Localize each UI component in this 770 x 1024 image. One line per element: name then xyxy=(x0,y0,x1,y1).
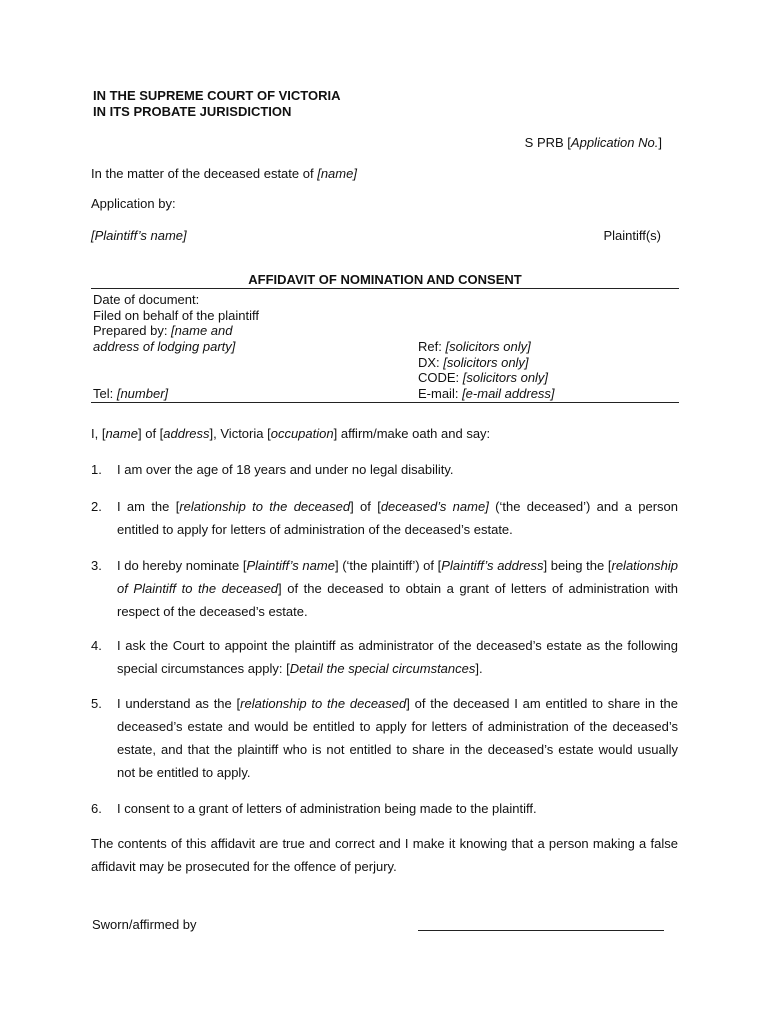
item-2-text-1: I am the [ xyxy=(117,499,180,514)
ref-field: [solicitors only] xyxy=(445,339,531,354)
oath-text-4: ] affirm/make oath and say: xyxy=(333,426,491,441)
item-number-1: 1. xyxy=(91,462,102,477)
item-1-text: I am over the age of 18 years and under no legal disability. xyxy=(117,462,454,477)
item-2 xyxy=(117,495,678,541)
item-2-deceased-name-field: deceased’s name] xyxy=(380,499,489,514)
court-name: IN THE SUPREME COURT OF VICTORIA xyxy=(93,88,341,103)
email-line xyxy=(418,386,555,402)
code-field: [solicitors only] xyxy=(462,370,549,385)
item-3-plaintiff-address-field: Plaintiff’s address xyxy=(441,558,544,573)
details-left xyxy=(93,292,259,354)
item-5-text-1: I understand as the [ xyxy=(117,696,241,711)
matter-line xyxy=(91,166,357,181)
item-number-5: 5. xyxy=(91,696,102,711)
matter-prefix: In the matter of the deceased estate of xyxy=(91,166,318,181)
item-3-text-1: I do hereby nominate [ xyxy=(117,558,247,573)
court-jurisdiction: IN ITS PROBATE JURISDICTION xyxy=(93,104,292,119)
item-4-circumstances-field: Detail the special circumstances xyxy=(289,661,476,676)
code-label: CODE: xyxy=(418,370,463,385)
plaintiff-name-field: [Plaintiff’s name] xyxy=(91,228,187,243)
oath-text-1: I, [ xyxy=(91,426,106,441)
item-4-text-1: I ask the Court to appoint the plaintiff as administrator of the deceased’s estate as the following special circumstances apply: [ xyxy=(117,638,678,676)
email-label: E-mail: xyxy=(418,385,463,401)
prepared-by-field-line1: [name and xyxy=(171,323,233,338)
item-1 xyxy=(117,458,678,481)
application-number xyxy=(525,135,662,150)
tel-line xyxy=(93,386,168,401)
code-line xyxy=(418,370,555,386)
details-rule xyxy=(91,402,679,403)
item-number-6: 6. xyxy=(91,801,102,816)
signature-line[interactable] xyxy=(418,930,664,931)
application-by-label: Application by: xyxy=(91,196,176,211)
item-2-text-2: ] of [ xyxy=(350,499,381,514)
email-field: [e-mail address] xyxy=(462,385,555,401)
item-2-relationship-field: relationship to the deceased xyxy=(179,499,351,514)
item-4 xyxy=(117,634,678,680)
oath-line xyxy=(91,426,490,441)
oath-address-field: address xyxy=(163,426,210,441)
dx-line xyxy=(418,355,555,371)
item-number-4: 4. xyxy=(91,638,102,653)
item-6-text: I consent to a grant of letters of administration being made to the plaintiff. xyxy=(117,801,537,816)
plaintiff-role: Plaintiff(s) xyxy=(603,228,661,243)
oath-text-2: ] of [ xyxy=(137,426,164,441)
oath-text-3: ], Victoria [ xyxy=(209,426,271,441)
sworn-affirmed-label: Sworn/affirmed by xyxy=(92,917,197,932)
item-5-text-2: ] of the deceased I am entitled to share in the deceased’s estate and would be entitled to apply for letters of administration of the deceased’s estate, and that the plaintiff who is not entitled to share in the deceased’s estate would usually not be entitled to apply. xyxy=(117,696,678,780)
item-5 xyxy=(117,692,678,784)
prepared-by-field-line2: address of lodging party] xyxy=(93,338,236,354)
tel-field: [number] xyxy=(116,386,169,401)
item-3-plaintiff-name-field: Plaintiff’s name xyxy=(246,558,335,573)
item-3-text-2: ] (‘the plaintiff’) of [ xyxy=(334,558,442,573)
date-of-document-label: Date of document: xyxy=(93,292,200,307)
ref-label: Ref: xyxy=(418,339,446,354)
details-right xyxy=(418,339,555,401)
ref-line xyxy=(418,339,555,355)
item-number-2: 2. xyxy=(91,499,102,514)
item-3-relationship-field: relationship of Plaintiff to the deceased xyxy=(117,558,678,596)
application-number-field: Application No. xyxy=(570,135,659,150)
title-rule xyxy=(91,288,679,289)
prepared-by-label: Prepared by: xyxy=(93,323,172,338)
item-5-relationship-field: relationship to the deceased xyxy=(240,696,407,711)
item-3-text-3: ] being the [ xyxy=(543,558,612,573)
item-3-text-4: ] of the deceased to obtain a grant of letters of administration with respect of the deceased’s estate. xyxy=(117,581,679,619)
prb-prefix: S PRB [ xyxy=(524,135,571,150)
document-title: AFFIDAVIT OF NOMINATION AND CONSENT xyxy=(248,272,522,287)
item-3 xyxy=(117,554,678,623)
tel-label: Tel: xyxy=(93,386,117,401)
prb-suffix: ] xyxy=(658,135,662,150)
oath-name-field: name xyxy=(105,426,138,441)
item-number-3: 3. xyxy=(91,558,102,573)
filed-on-behalf: Filed on behalf of the plaintiff xyxy=(93,307,259,323)
oath-occupation-field: occupation xyxy=(270,426,334,441)
dx-label: DX: xyxy=(418,354,444,370)
deceased-name-field: [name] xyxy=(317,166,357,181)
item-4-text-2: ]. xyxy=(475,661,483,676)
dx-field: [solicitors only] xyxy=(443,354,529,370)
prepared-by xyxy=(93,323,259,339)
item-2-text-3: (‘the deceased’) and a person entitled to apply for letters of administration of the deceased’s estate. xyxy=(117,499,678,537)
closing-statement: The contents of this affidavit are true and correct and I make it knowing that a person making a false affidavit may be prosecuted for the offence of perjury. xyxy=(91,836,678,874)
item-6 xyxy=(117,797,678,820)
